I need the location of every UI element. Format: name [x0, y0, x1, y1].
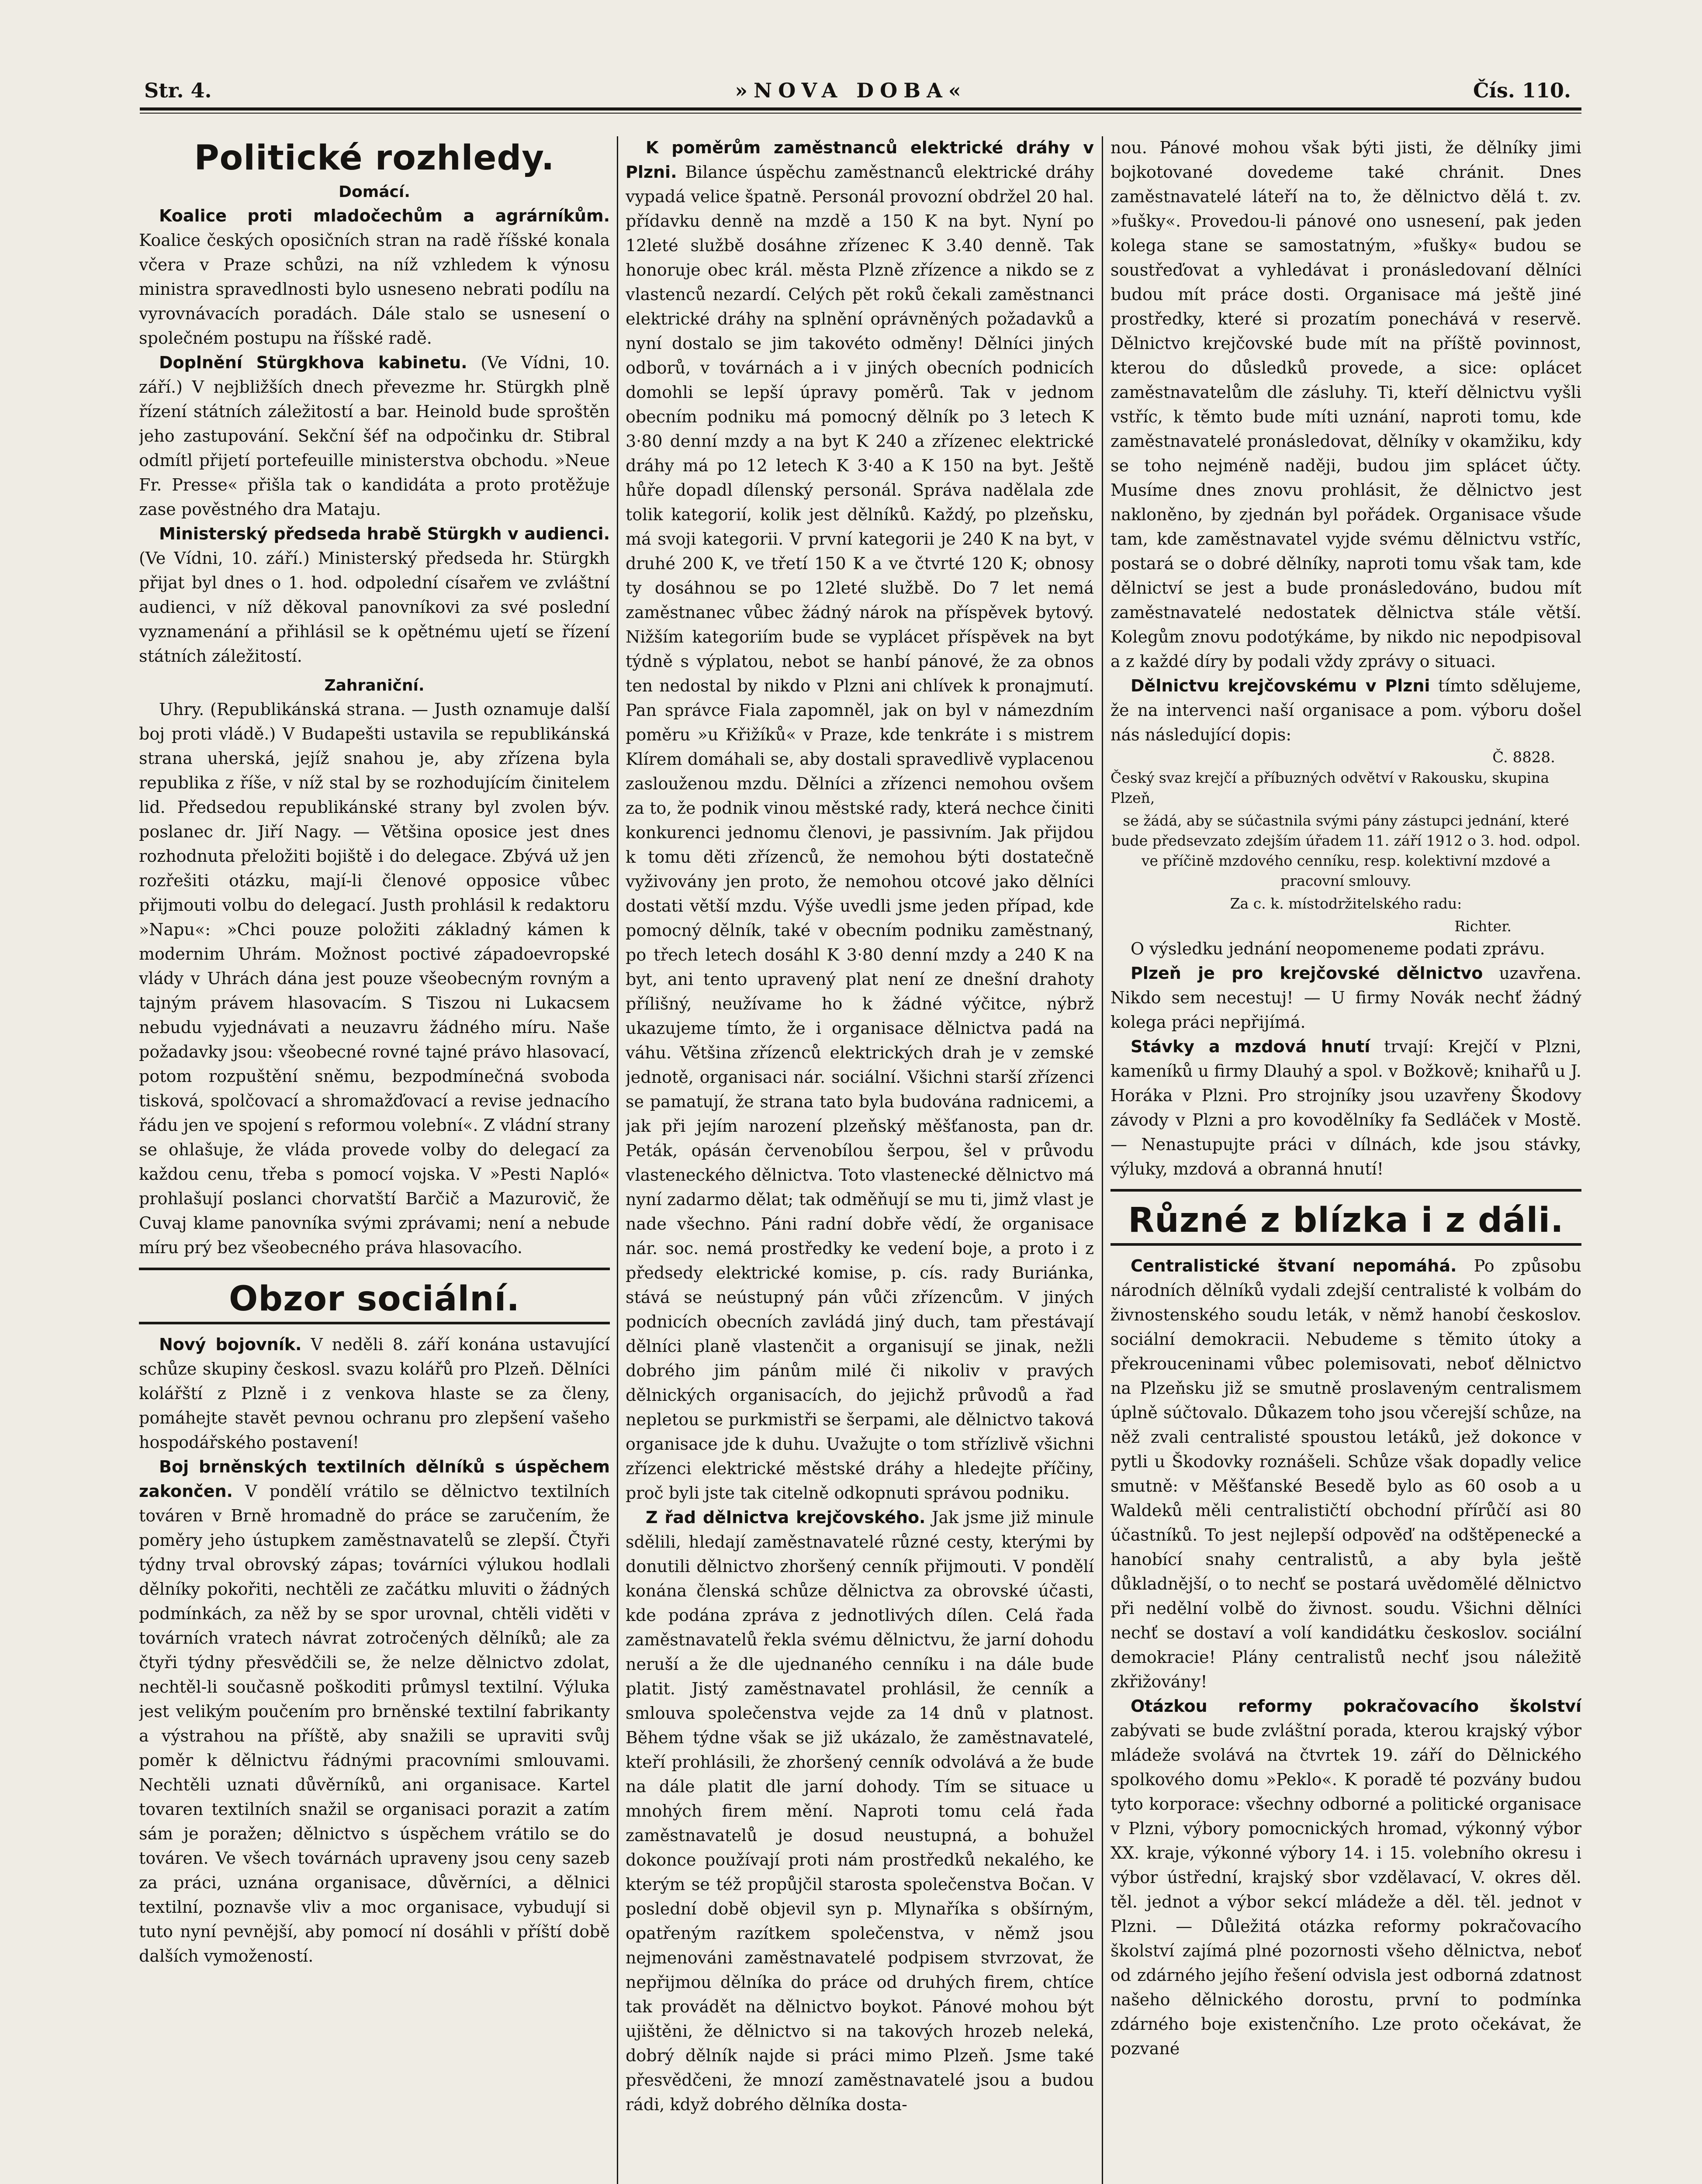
article-headline: Doplnění Stürgkhova kabinetu. [159, 353, 467, 372]
article-paragraph [626, 1505, 1094, 2117]
article-paragraph: nou. Pánové mohou však býti jisti, že dělníky jimi bojkotované dovedeme také chránit. Dnes zaměstnavatelé láteří na to, že dělnictvo dělá t. zv. »fušky«. Provedou-li pánové ono usnesení, pak jeden kolega stane se samostatným, »fušky« budou se soustřeďovat a vyhledávat i pronásledovaní dělníci budou mít práce dosti. Organisace má ještě jiné prostředky, které si prozatím ponechává v reservě. Dělnictvo krejčovské bude mít na příště povinnost, kterou do důsledků provede, a sice: oplácet zaměstnavatelům dle zásluhy. Ti, kteří dělnictvu vyšli vstříc, k těmto bude míti uznání, naproti tomu, kde zaměstnavatelé pronásledovat, dělníky v okamžiku, kdy se toho nejméně naději, budou jim splácet účty. Musíme dnes znovu prohlásit, že dělnictvo jest nakloněno, by zjednán byl pořádek. Organisace všude tam, kde zaměstnavatel vyjde svému dělnictvu vstříc, postará se o dobré dělníky, naproti tomu však tam, kde dělnictví se jest a bude pronásledováno, budou mít zaměstnavatelé nedostatek dělnictva stále větší. Kolegům znovu podotýkáme, by nikdo nic nepodpisoval a z každé díry by podali vždy zprávy o situaci. [1110, 138, 1581, 671]
section-divider [1110, 1243, 1581, 1246]
section-divider [139, 1322, 610, 1324]
article-text: V neděli 8. září konána ustavující schůze skupiny českosl. svazu kolářů pro Plzeň. Dělníci kolářští z Plzně i z venkova hlaste se za členy, pomáhejte stavět pevnou ochranu pro zlepšení vašeho hospodářského postavení! [139, 1335, 610, 1452]
section-divider [139, 1268, 610, 1270]
article-text: (Ve Vídni, 10. září.) V nejbližších dnech převezme hr. Stürgkh plně řízení státních záležitostí a bar. Heinold bude sproštěn jeho zastupování. Sekční šéf na odpočinku dr. Stibral odmítl přijetí portefeuille ministerstva obchodu. »Neue Fr. Presse« přišla tak o kandidáta a proto protěžuje zase pověstného dra Mataju. [139, 353, 610, 519]
issue-number: Čís. 110. [1473, 79, 1571, 102]
article-headline: K poměrům zaměstnanců elektrické dráhy v Plzni. [626, 138, 1094, 182]
notice-office: Za c. k. místodržitelského radu: [1230, 895, 1462, 912]
page-number: Str. 4. [144, 79, 212, 102]
article-paragraph [139, 522, 610, 668]
article-text: zabývati se bude zvláštní porada, kterou krajský výbor mládeže svolává na čtvrtek 19. září do Dělnického spolkového domu »Peklo«. K poradě té pozvány budou tyto korporace: všechny odborné a politické organisace v Plzni, výbory pomocnických hromad, výkonný výbor XX. kraje, výkonné výbory 14. i 15. volebního okresu i výbor ústřední, krajský sbor vzdělavací, V. okres děl. těl. jednot a výbor sekcí mládeže a děl. těl. jednot v Plzni. — Důležitá otázka reformy pokračovacího školství zajímá plné pozornosti všeho dělnictva, neboť od zdárného jejího řešení odvisla jest odborná zdatnost našeho dělnického dorostu, první to podmínka zdárného boje existenčního. Lze proto očekávat, že pozvané [1110, 1721, 1581, 2058]
article-text: Jak jsme již minule sdělili, hledají zaměstnavatelé různé cesty, kterými by donutili dělnictvo zhoršený cenník přijmouti. V pondělí konána členská schůze dělnictva za obrovské účasti, kde podána zpráva z jednotlivých dílen. Celá řada zaměstnavatelů řekla svému dělnictvu, že jarní dohodu neruší a že dle ujednaného cenníku i na dále bude platit. Jistý zaměstnavatel prohlásil, že cenník a smlouva společenstva vejde za 14 dnů v platnost. Během týdne však se již ukázalo, že zaměstnavatelé, kteří prohlásili, že zhoršený cenník odvolává a že bude na dále platit dle jarní dohody. Tím se situace u mnohých firem mění. Naproti tomu celá řada zaměstnavatelů je dosud neustupná, a bohužel dokonce používají proti nám prostředků nekalého, ke kterým se též propůjčil starosta společenstva Bočan. V poslední době objevil syn p. Mlynaříka s obšírným, opatřeným razítkem společenstva, v němž jsou nejmenováni zaměstnavatelé podpisem stvrzovat, že nepřijmou dělníka do práce od druhých firem, chtíce tak provádět na dělnictvo boykot. Pánové mohou být ujištěni, že dělnictvo si na takových hrozeb neleká, dobrý dělník najde si práci mimo Plzeň. Jsme také přesvědčeni, že mnozí zaměstnavatelé jsou a budou rádi, když dobrého dělníka dosta- [626, 1508, 1094, 2114]
article-headline: Plzeň je pro krejčovské dělnictvo [1131, 964, 1483, 983]
article-text: Bilance úspěchu zaměstnanců elektrické dráhy vypadá velice špatně. Personál provozní obdržel 20 hal. přídavku denně na mzdě a 150 K na byt. Nyní po 12leté službě dosáhne zřízenec K 3.40 denně. Tak honoruje obec král. města Plzně zřízence a nikdo se z vlastenců nezardí. Celých pět roků čekali zaměstnanci elektrické dráhy na splnění oprávněných požadavků a nyní dostalo se jim takovéto odměny! Dělníci jiných odborů, v továrnách a i v jiných obecních podnicích domohli se lepší úpravy poměrů. Tak v jednom obecním podniku má pomocný dělník po 3 letech K 3·80 denní mzdy a na byt K 240 a zřízenec elektrické dráhy má po 12 letech K 3·40 a K 150 na byt. Ještě hůře dopadl dílenský personál. Správa nadělala zde tolik kategorií, kolik jest dělníků. Každý, po plzeňsku, má svoji kategorii. V první kategorii je 240 K na byt, v druhé 200 K, ve třetí 150 K a ve čtvrté 120 K; obnosy ty dosáhnou se po 12leté službě. Do 7 let nemá zaměstnanec vůbec žádný nárok na příspěvek bytový. Nižším kategoriím bude se vyplácet příspěvek na byt týdně s výplatou, nebot se hanbí pánové, že za obnos ten nedostal by nikdo v Plzni ani chlívek k pronajmutí. Pan správce Fiala zapomněl, jak on byl v námezdním poměru »u Křižíků« v Praze, kde tenkráte i s mistrem Klírem domáhali se, aby dostali spravedlivě vyplacenou zaslouženou mzdu. Dělníci a zřízenci nemohou ovšem za to, že podnik vinou městské rady, která nechce činiti konkurenci jednomu členovi, je passivním. Jak přijdou k tomu děti zřízenců, že nemohou býti dostatečně vyživovány jen proto, že nemohou otcové jako dělníci dostati větší mzdu. Výše uvedli jsme jeden případ, kde pomocný dělník, také v obecním podniku zaměstnaný, po třech letech dosáhl K 3·80 denní mzdy a 240 K na byt, ani tento upravený plat není ze dnešní drahoty přílišný, neužívame ho k žádné výčitce, nýbrž ukazujeme tímto, že i organisace dělnictva padá na váhu. Většina zřízenců elektrických drah je v zemské jednotě, organisaci nár. sociální. Všichni starší zřízenci se pamatují, že strana tato byla budována radnicemi, a jak při jejím narození plzeňský měšťanosta, pan dr. Peták, opásán červenobílou šerpou, šel v průvodu vlasteneckého dělnictva. Toto vlastenecké dělnictvo má nyní zadarmo dělat; tak odměňují se mu ti, jimž vlast je nade všechno. Páni radní dobře vědí, že organisace nár. soc. nemá prostředky ke vedení boje, a proto i z předsedy elektrické komise, p. cís. rady Buriánka, stává se neústupný pán vůči zřízencům. V jiných podnicích obecních zavládá jiný duch, tam přestávají dělníci planě vlastenčit a organisují se jinak, nežli dobrého jim pánům milé či nikoliv v pravých dělnických organisacích, do jejichž průvodů a řad nepletou se purkmistři se šerpami, ale dělnictvo taková organisace jde k duhu. Uvažujte o tom střízlivě všichni zřízenci elektrické městské dráhy a hledejte příčiny, proč byli jste tak citelně odkopnuti správou podniku. [626, 162, 1094, 1503]
column-2 [626, 135, 1094, 2184]
misc-section-title: Různé z blízka i z dáli. [1128, 1201, 1564, 1240]
politics-section-title: Politické rozhledy. [194, 138, 555, 178]
column-3 [1110, 135, 1581, 2184]
header-rule-thin [140, 113, 1581, 114]
article-headline: Z řad dělnictva krejčovského. [646, 1508, 926, 1527]
article-paragraph [139, 1332, 610, 1455]
article-headline: Stávky a mzdová hnutí [1131, 1037, 1370, 1056]
article-text: tímto sdělujeme, že na intervenci naší organisace a pom. výboru došel nás následující dopis: [1110, 676, 1581, 744]
article-headline: Ministerský předseda hrabě Stürgkh v audienci. [159, 524, 610, 543]
notice-body: se žádá, aby se súčastnila svými pány zástupci jednání, které bude předsevzato zdejším úřadem 11. září 1912 o 3. hod. odpol. ve příčině mzdového cenníku, resp. kolektivní mzdové a pracovní smlouvy. [1111, 812, 1581, 889]
column-1 [139, 135, 610, 2184]
article-paragraph: Uhry. (Republikánská strana. — Justh oznamuje další boj proti vládě.) V Budapešti ustavila se republikánská strana uherská, jejíž snahou je, aby zřízena byla republika z říše, v níž stal by se rozhodujícím činitelem lid. Předsedou republikánské strany byl zvolen býv. poslanec dr. Jiří Nagy. — Většina oposice jest dnes rozhodnuta přeložiti bojiště i do delegace. Zbývá už jen rozřešiti otázku, mají-li členové opposice vůbec přijmouti volbu do delegací. Justh prohlásil k redaktoru »Napu«: »Chci pouze položiti základný kámen k modernim Uhrám. Možnost poctivé západoevropské vlády v Uhrách dána jest pouze všeobecným rovným a tajným právem hlasovacím. S Tiszou ni Lukacsem nebudu vyjednávati a neuzavru žádného míru. Naše požadavky jsou: všeobecné rovné tajné právo hlasovací, potom rozpuštění sněmu, bezpodmínečná svoboda tisková, spolčovací a shromažďovací a revise jednacího řádu jen ve spojení s reformou volební«. Z vládní strany se ohlašuje, že vláda provede volby do delegací za každou cenu, třeba s pomocí vojska. V »Pesti Napló« prohlašují poslanci chorvatští Barčič a Mazurovič, že Cuvaj klame panovníka svými zprávami; není a nebude míru prý bez všeobecného práva hlasovacího. [139, 700, 610, 1257]
article-text: Koalice českých oposičních stran na radě říšské konala včera v Praze schůzi, na níž vzhledem k výnosu ministra spravedlnosti bylo usneseno nebrati podílu na vyrovnávacích poradách. Dále stalo se usnesení o společném postupu na říšské radě. [139, 231, 610, 348]
article-text: uzavřena. Nikdo sem necestuj! — U firmy Novák nechť žádný kolega práci nepřijímá. [1110, 964, 1581, 1032]
notice-addressee: Český svaz krejčí a příbuzných odvětví v Rakousku, skupina Plzeň, [1110, 769, 1550, 806]
article-headline: Boj brněnských textilních dělníků s úspěchem zakončen. [139, 1457, 610, 1501]
header-rule [140, 107, 1581, 111]
article-paragraph [139, 350, 610, 522]
article-paragraph [1110, 1694, 1581, 2061]
article-paragraph [1110, 961, 1581, 1034]
column-divider [617, 136, 618, 2184]
article-text: Po způsobu národních dělníků vydali zdejší centralisté k volbám do živnostenského soudu leták, v němž hanobí českoslov. sociální demokracii. Nebudeme s těmito útoky a překrouceninami vůbec polemisovati, neboť dělnictvo na Plzeňsku již se smutně proslaveným centralismem úplně súčtovalo. Důkazem toho jsou včerejší schůze, na něž zvali centralisté spoustou letáků, jež dokonce v pytli u Škodovky roznášeli. Schůze však dopadly velice smutně: v Měšťanské Besedě bylo as 60 osob a u Waldeků měli centralističtí obchodní přírůčí asi 80 účastníků. To jest nejlepší odpověď na odštěpenecké a hanobící snahy centralistů, a aby byla ještě důkladnější, o to nechť se postará uvědomělé dělnictvo při nedělní volbě do živnost. soudu. Všichni dělníci nechť se dostaví a volí kandidátku českoslov. sociální demokracie! Plány centralistů nechť jsou náležitě zkřižovány! [1110, 1256, 1581, 1691]
article-paragraph [139, 1455, 610, 1968]
article-paragraph: O výsledku jednání neopomeneme podati zprávu. [1131, 939, 1545, 958]
article-paragraph [1110, 1254, 1581, 1694]
article-paragraph [1110, 674, 1581, 747]
section-divider [1110, 1189, 1581, 1192]
social-section-title: Obzor sociální. [228, 1279, 520, 1319]
article-paragraph [626, 135, 1094, 1505]
article-text: trvají: Krejčí v Plzni, kameníků u firmy Dlauhý a spol. v Božkově; knihařů u J. Horáka v Plzni. Pro strojníky jsou uzavřeny Škodovy závody v Plzni a pro kovodělníky fa Sedláček v Mostě. — Nenastupujte práci v dílnách, kde jsou stávky, výluky, mzdová a obranná hnutí! [1110, 1037, 1581, 1178]
article-text: (Ve Vídni, 10. září.) Ministerský předseda hr. Stürgkh přijat byl dnes o 1. hod. odpolední císařem ve zvláštní audienci, v níž děkoval panovníkovi za své poslední vyznamenání a přihlásil se k opětnému ujetí se řízení státních záležitostí. [139, 549, 610, 666]
article-paragraph [1110, 1034, 1581, 1181]
article-headline: Dělnictvu krejčovskému v Plzni [1131, 676, 1430, 695]
column-divider [1102, 136, 1103, 2184]
article-headline: Centralistické štvaní nepomáhá. [1131, 1256, 1457, 1275]
article-text: V pondělí vrátilo se dělnictvo textilních továren v Brně hromadně do práce se zaručením, že poměry jeho ústupkem zaměstnavatelů se zlepší. Čtyři týdny trval obrovský zápas; továrníci výlukou hodlali dělníky pokořiti, nechtěli ze začátku mluviti o žádných podmínkách, za něž by se spor urovnal, chtěli viděti v továrních vratech návrat zotročených dělníků; ale za čtyři týdny přesvědčili se, že nelze dělnictvo zdolat, nechtěl-li současně poškoditi průmysl textilní. Výluka jest velikým poučením pro brněnské textilní fabrikanty a výstrahou na příště, aby snažili se upraviti svůj poměr k dělnictvu řádnými pracovními smlouvami. Nechtěli uznati důvěrníků, ani organisace. Kartel tovaren textilních snažil se organisaci porazit a zatím sám je poražen; dělnictvo s úspěchem vrátilo se do továren. Ve všech továrnách upraveny jsou ceny sazeb za práci, uznána organisace, důvěrníci, a dělnici textilní, poznavše vliv a moc organisace, vybudují si tuto nyní pevnější, aby pomocí ní dosáhli v příští době dalších vymožeností. [139, 1482, 610, 1966]
notice-signature: Richter. [1454, 918, 1512, 935]
article-headline: Otázkou reformy pokračovacího školství [1131, 1697, 1581, 1716]
article-headline: Nový bojovník. [159, 1335, 302, 1354]
masthead-title: »NOVA DOBA« [735, 79, 967, 102]
article-headline: Koalice proti mladočechům a agrárníkům. [159, 206, 610, 225]
foreign-subheading: Zahraniční. [324, 677, 425, 695]
article-paragraph [139, 204, 610, 350]
notice-number: Č. 8828. [1492, 749, 1555, 766]
domestic-subheading: Domácí. [339, 183, 410, 201]
